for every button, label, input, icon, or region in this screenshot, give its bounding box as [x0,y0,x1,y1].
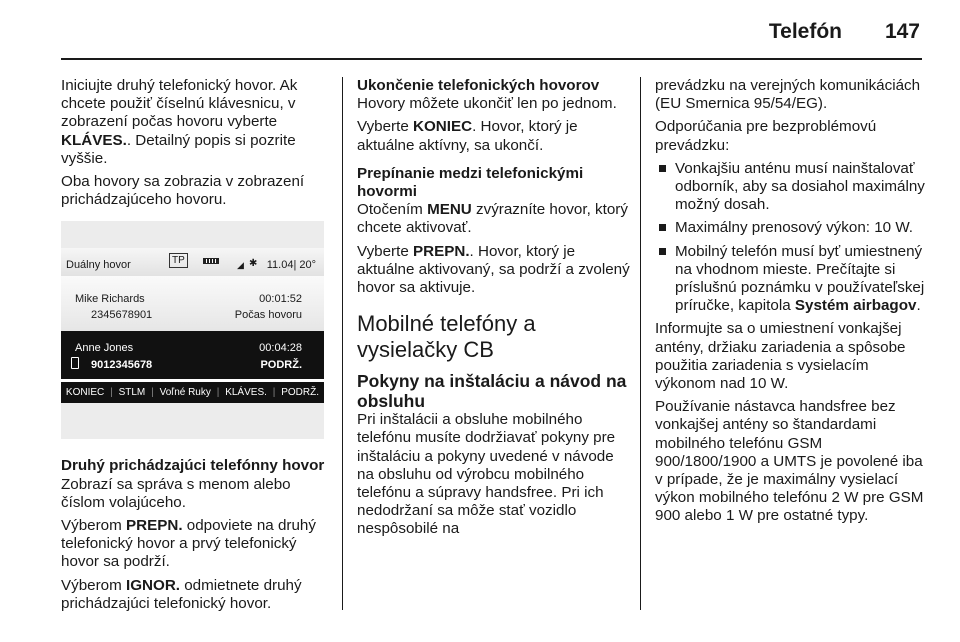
subheading: Ukončenie telefonických hovorov [357,77,600,94]
paragraph: Oba hovory sa zobrazia v zobrazení prichádzajúceho hovoru. [61,173,305,209]
menu-item-keypad: KLÁVES. [225,386,267,398]
paragraph: Otočením MENU zvýrazníte hovor, ktorý chcete aktivovať. [357,201,628,237]
keyword: KONIEC [413,118,473,136]
paragraph: Informujte sa o umiestnení vonkajšej antény, držiaku zariadenia a spôsobe použitia zariadenia s vysielacím výkonom nad 10 W. [655,320,906,393]
mobile-phone-icon [71,357,79,369]
column-divider-2 [640,77,641,610]
call-status: Počas hovoru [234,309,302,322]
keyword: PREPN. [413,242,470,260]
paragraph: Používanie nástavca handsfree bez vonkajšej antény so štandardami mobilného telefónu GSM 900/1800/1900 a UMTS je povolené iba v prípade, že je maximálny vysielací výkon mobilného telefónu 2 W pre GSM 900 alebo 1 W pre ostatné typy. [655,398,924,525]
bullet-list [655,160,925,316]
column-1 [61,77,331,618]
screen-menu-bar: KONIEC | STLM | Voľné Ruky | KLÁVES. | PODRŽ. [61,382,324,403]
column-3 [655,77,925,531]
paragraph: Výberom IGNOR. odmietnete druhý prichádzajúci telefonický hovor. [61,576,302,612]
subheading: Prepínanie medzi telefonickými hovormi [357,164,584,201]
menu-item-handsfree: Voľné Ruky [159,386,211,398]
bullet-square-icon [659,224,666,231]
page-header [0,0,960,60]
dual-call-screen-figure [61,221,324,439]
header-rule [61,58,922,60]
list-item: Vonkajšiu anténu musí nainštalovať odborník, aby sa dosiahol maximálny možný dosah. [655,160,925,215]
paragraph: Hovory môžete ukončiť len po jednom. [357,95,617,113]
keyword: KLÁVES. [61,131,127,149]
section-subtitle: Pokyny na inštaláciu a návod na obsluhu [357,371,627,412]
bluetooth-icon: ✱ [249,258,258,270]
signal-icon: ◢ [237,260,244,271]
column-2 [357,77,632,544]
list-item: Maximálny prenosový výkon: 10 W. [655,219,925,237]
paragraph: Pri inštalácii a obsluhe mobilného telefónu musíte dodržiavať pokyny pre inštaláciu a pokyny uvedené v návode na obsluhu od výrobcu mobilného telefónu a súpravy handsfree. Pri ich nedodržaní sa môže stať vozidlo nespôsobilé na [357,411,616,538]
paragraph: Vyberte PREPN.. Hovor, ktorý je aktuálne aktivovaný, sa podrží a zvolený hovor sa aktivuje. [357,242,630,297]
column-divider-1 [342,77,343,610]
chapter-title: Telefón [768,20,842,43]
paragraph: Výberom PREPN. odpoviete na druhý telefonický hovor a prvý telefonický hovor sa podrží. [61,517,316,571]
caller-number: 2345678901 [91,309,153,322]
section-title: Mobilné telefóny a vysielačky CB [357,311,536,363]
call-status: PODRŽ. [260,359,302,372]
caller-name: Anne Jones [75,342,134,355]
battery-icon [203,258,219,264]
menu-item-mute: STLM [118,386,146,398]
tp-indicator: TP [169,253,188,268]
paragraph: Odporúčania pre bezproblémovú prevádzku: [655,118,877,154]
menu-item-hold: PODRŽ. [281,386,320,398]
bullet-square-icon [659,248,666,255]
paragraph: Vyberte KONIEC. Hovor, ktorý je aktuálne aktívny, sa ukončí. [357,118,578,154]
cross-reference: Systém airbagov [794,297,917,315]
call-row-selected [61,331,324,379]
call-row-held [61,276,324,331]
infotainment-screen [61,248,324,403]
paragraph: Iniciujte druhý telefonický hovor. Ak chcete použiť číselnú klávesnicu, v zobrazení počas hovoru vyberte KLÁVES.. Detailný popis si pozrite vyššie. [61,77,298,167]
caller-name: Mike Richards [75,293,145,306]
keyword: IGNOR. [126,576,181,594]
keyword: PREPN. [126,517,183,535]
paragraph: Zobrazí sa správa s menom alebo číslom volajúceho. [61,475,291,511]
keyword: MENU [427,201,472,219]
call-duration: 00:01:52 [259,293,302,306]
call-duration: 00:04:28 [259,342,302,355]
bullet-square-icon [659,165,666,172]
screen-status-bar [61,248,324,276]
caller-number: 9012345678 [91,359,153,372]
screen-title: Duálny hovor [66,259,131,272]
list-item: Mobilný telefón musí byť umiestnený na vhodnom mieste. Prečítajte si príslušnú poznámku v používateľskej príručke, kapitola Systém airbagov. [655,243,925,316]
menu-item-end: KONIEC [65,386,105,398]
subheading: Druhý prichádzajúci telefónny hovor [61,457,325,475]
paragraph: prevádzku na verejných komunikáciách (EU Smernica 95/54/EG). [655,77,921,113]
clock-temperature: 11.04| 20° [266,259,316,272]
page-number: 147 [884,20,920,43]
